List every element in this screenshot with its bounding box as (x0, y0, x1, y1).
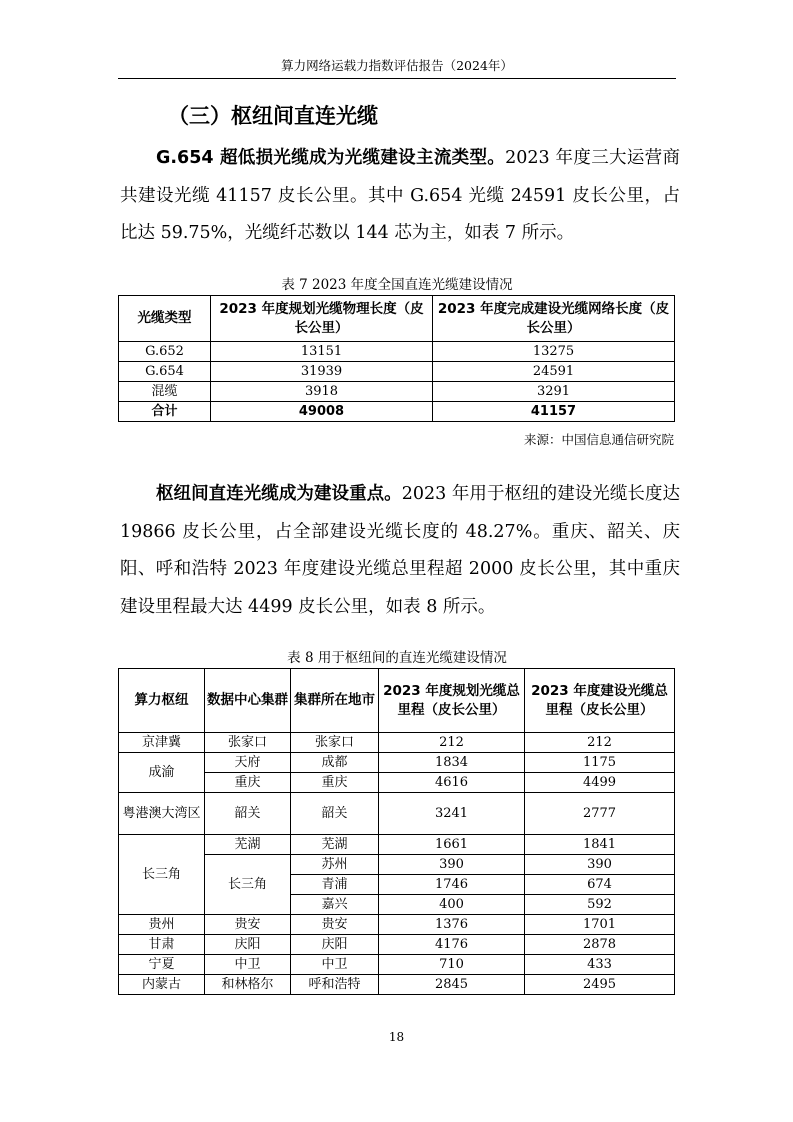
table8-cell: 2878 (525, 935, 675, 955)
table7-cell: G.652 (119, 342, 211, 362)
table7-source: 来源：中国信息通信研究院 (523, 432, 674, 447)
table8-cell: 433 (525, 955, 675, 975)
page-number: 18 (388, 1030, 405, 1044)
table8-cell: 甘肃 (119, 935, 205, 955)
table-row (119, 915, 675, 935)
table8-cell: 212 (525, 733, 675, 753)
table8-cell: 张家口 (291, 733, 379, 753)
table8-cell: 2495 (525, 975, 675, 995)
table8-cell: 和林格尔 (205, 975, 291, 995)
table8-cell: 苏州 (291, 855, 379, 875)
table7-total-row (119, 402, 675, 422)
table-row (119, 975, 675, 995)
table8-cell: 2777 (525, 793, 675, 835)
table-row (119, 342, 675, 362)
table8-cell: 贵州 (119, 915, 205, 935)
table8-cell: 庆阳 (205, 935, 291, 955)
paragraph-1 (120, 140, 680, 253)
table-row (119, 382, 675, 402)
paragraph-2-lead: 枢纽间直连光缆成为建设重点。 (156, 484, 402, 504)
table7-cell: 3918 (211, 382, 433, 402)
table8-cell: 1661 (379, 835, 525, 855)
table8-cell: 1175 (525, 753, 675, 773)
table8-cell: 4616 (379, 773, 525, 793)
table8-cell: 张家口 (205, 733, 291, 753)
table-row (119, 935, 675, 955)
table8-cell: 芜湖 (205, 835, 291, 855)
table8-cell: 1376 (379, 915, 525, 935)
table8-cell: 粤港澳大湾区 (119, 793, 205, 835)
table8-cell: 重庆 (291, 773, 379, 793)
table7 (118, 295, 675, 422)
paragraph-1-lead: G.654 超低损光缆成为光缆建设主流类型。 (156, 148, 506, 168)
table8-header-hub: 算力枢纽 (119, 669, 205, 733)
table7-cell: 24591 (433, 362, 675, 382)
table7-cell: 混缆 (119, 382, 211, 402)
table8-cell: 韶关 (291, 793, 379, 835)
table8-cell: 长三角 (205, 855, 291, 915)
table8-header-city: 集群所在地市 (291, 669, 379, 733)
table8-cell: 212 (379, 733, 525, 753)
table8-cell: 400 (379, 895, 525, 915)
table8-cell: 芜湖 (291, 835, 379, 855)
table-row (119, 793, 675, 835)
table7-cell: 3291 (433, 382, 675, 402)
paragraph-2 (120, 476, 680, 626)
table8-cell: 内蒙古 (119, 975, 205, 995)
table8-header-planned: 2023 年度规划光缆总里程（皮长公里） (379, 669, 525, 733)
table7-caption: 表 7 2023 年度全国直连光缆建设情况 (281, 277, 513, 293)
table-row (119, 955, 675, 975)
table8-cell: 4176 (379, 935, 525, 955)
table7-cell: 13275 (433, 342, 675, 362)
table8-cell: 成渝 (119, 753, 205, 793)
table8-cell: 中卫 (205, 955, 291, 975)
table8-cell: 重庆 (205, 773, 291, 793)
table8-cell: 京津冀 (119, 733, 205, 753)
table8-cell: 3241 (379, 793, 525, 835)
paragraph-2-text: 2023 年用于枢纽的建设光缆长度达 19866 皮长公里，占全部建设光缆长度的 48.27%。重庆、韶关、庆阳、呼和浩特 2023 年度建设光缆总里程超 2000 皮长公里，其中重庆建设里程最大达 4499 皮长公里，如表 8 所示。 (120, 484, 681, 617)
section-title: （三）枢纽间直连光缆 (168, 104, 378, 128)
table8-cell: 1841 (525, 835, 675, 855)
table8-cell: 韶关 (205, 793, 291, 835)
table-row (119, 733, 675, 753)
table7-total-planned: 49008 (211, 402, 433, 422)
table8-cell: 青浦 (291, 875, 379, 895)
table7-header-type: 光缆类型 (119, 296, 211, 342)
table8-cell: 1746 (379, 875, 525, 895)
table8-cell: 2845 (379, 975, 525, 995)
table8-cell: 嘉兴 (291, 895, 379, 915)
table7-cell: 13151 (211, 342, 433, 362)
table7-total-label: 合计 (119, 402, 211, 422)
table7-cell: G.654 (119, 362, 211, 382)
table8 (118, 668, 675, 995)
table8-cell: 呼和浩特 (291, 975, 379, 995)
table8-cell: 成都 (291, 753, 379, 773)
table8-cell: 674 (525, 875, 675, 895)
table8-cell: 庆阳 (291, 935, 379, 955)
table8-cell: 贵安 (205, 915, 291, 935)
table-row (119, 362, 675, 382)
table8-cell: 长三角 (119, 835, 205, 915)
table8-cell: 贵安 (291, 915, 379, 935)
table8-cell: 710 (379, 955, 525, 975)
table-row (119, 835, 675, 855)
table8-header-cluster: 数据中心集群 (205, 669, 291, 733)
table7-header-built: 2023 年度完成建设光缆网络长度（皮长公里） (433, 296, 675, 342)
table8-cell: 中卫 (291, 955, 379, 975)
table8-cell: 592 (525, 895, 675, 915)
running-header: 算力网络运载力指数评估报告（2024年） (118, 56, 676, 79)
table8-cell: 390 (379, 855, 525, 875)
table7-total-built: 41157 (433, 402, 675, 422)
table8-header-built: 2023 年度建设光缆总里程（皮长公里） (525, 669, 675, 733)
table8-caption: 表 8 用于枢纽间的直连光缆建设情况 (287, 650, 507, 666)
table8-cell: 390 (525, 855, 675, 875)
table8-cell: 4499 (525, 773, 675, 793)
table8-cell: 1701 (525, 915, 675, 935)
table7-header-planned: 2023 年度规划光缆物理长度（皮长公里） (211, 296, 433, 342)
table8-cell: 天府 (205, 753, 291, 773)
table-row (119, 753, 675, 773)
table8-cell: 1834 (379, 753, 525, 773)
paragraph-1-text: 2023 年度三大运营商共建设光缆 41157 皮长公里。其中 G.654 光缆 24591 皮长公里，占比达 59.75%，光缆纤芯数以 144 芯为主，如表 7 所示。 (120, 148, 680, 243)
table8-cell: 宁夏 (119, 955, 205, 975)
table7-cell: 31939 (211, 362, 433, 382)
